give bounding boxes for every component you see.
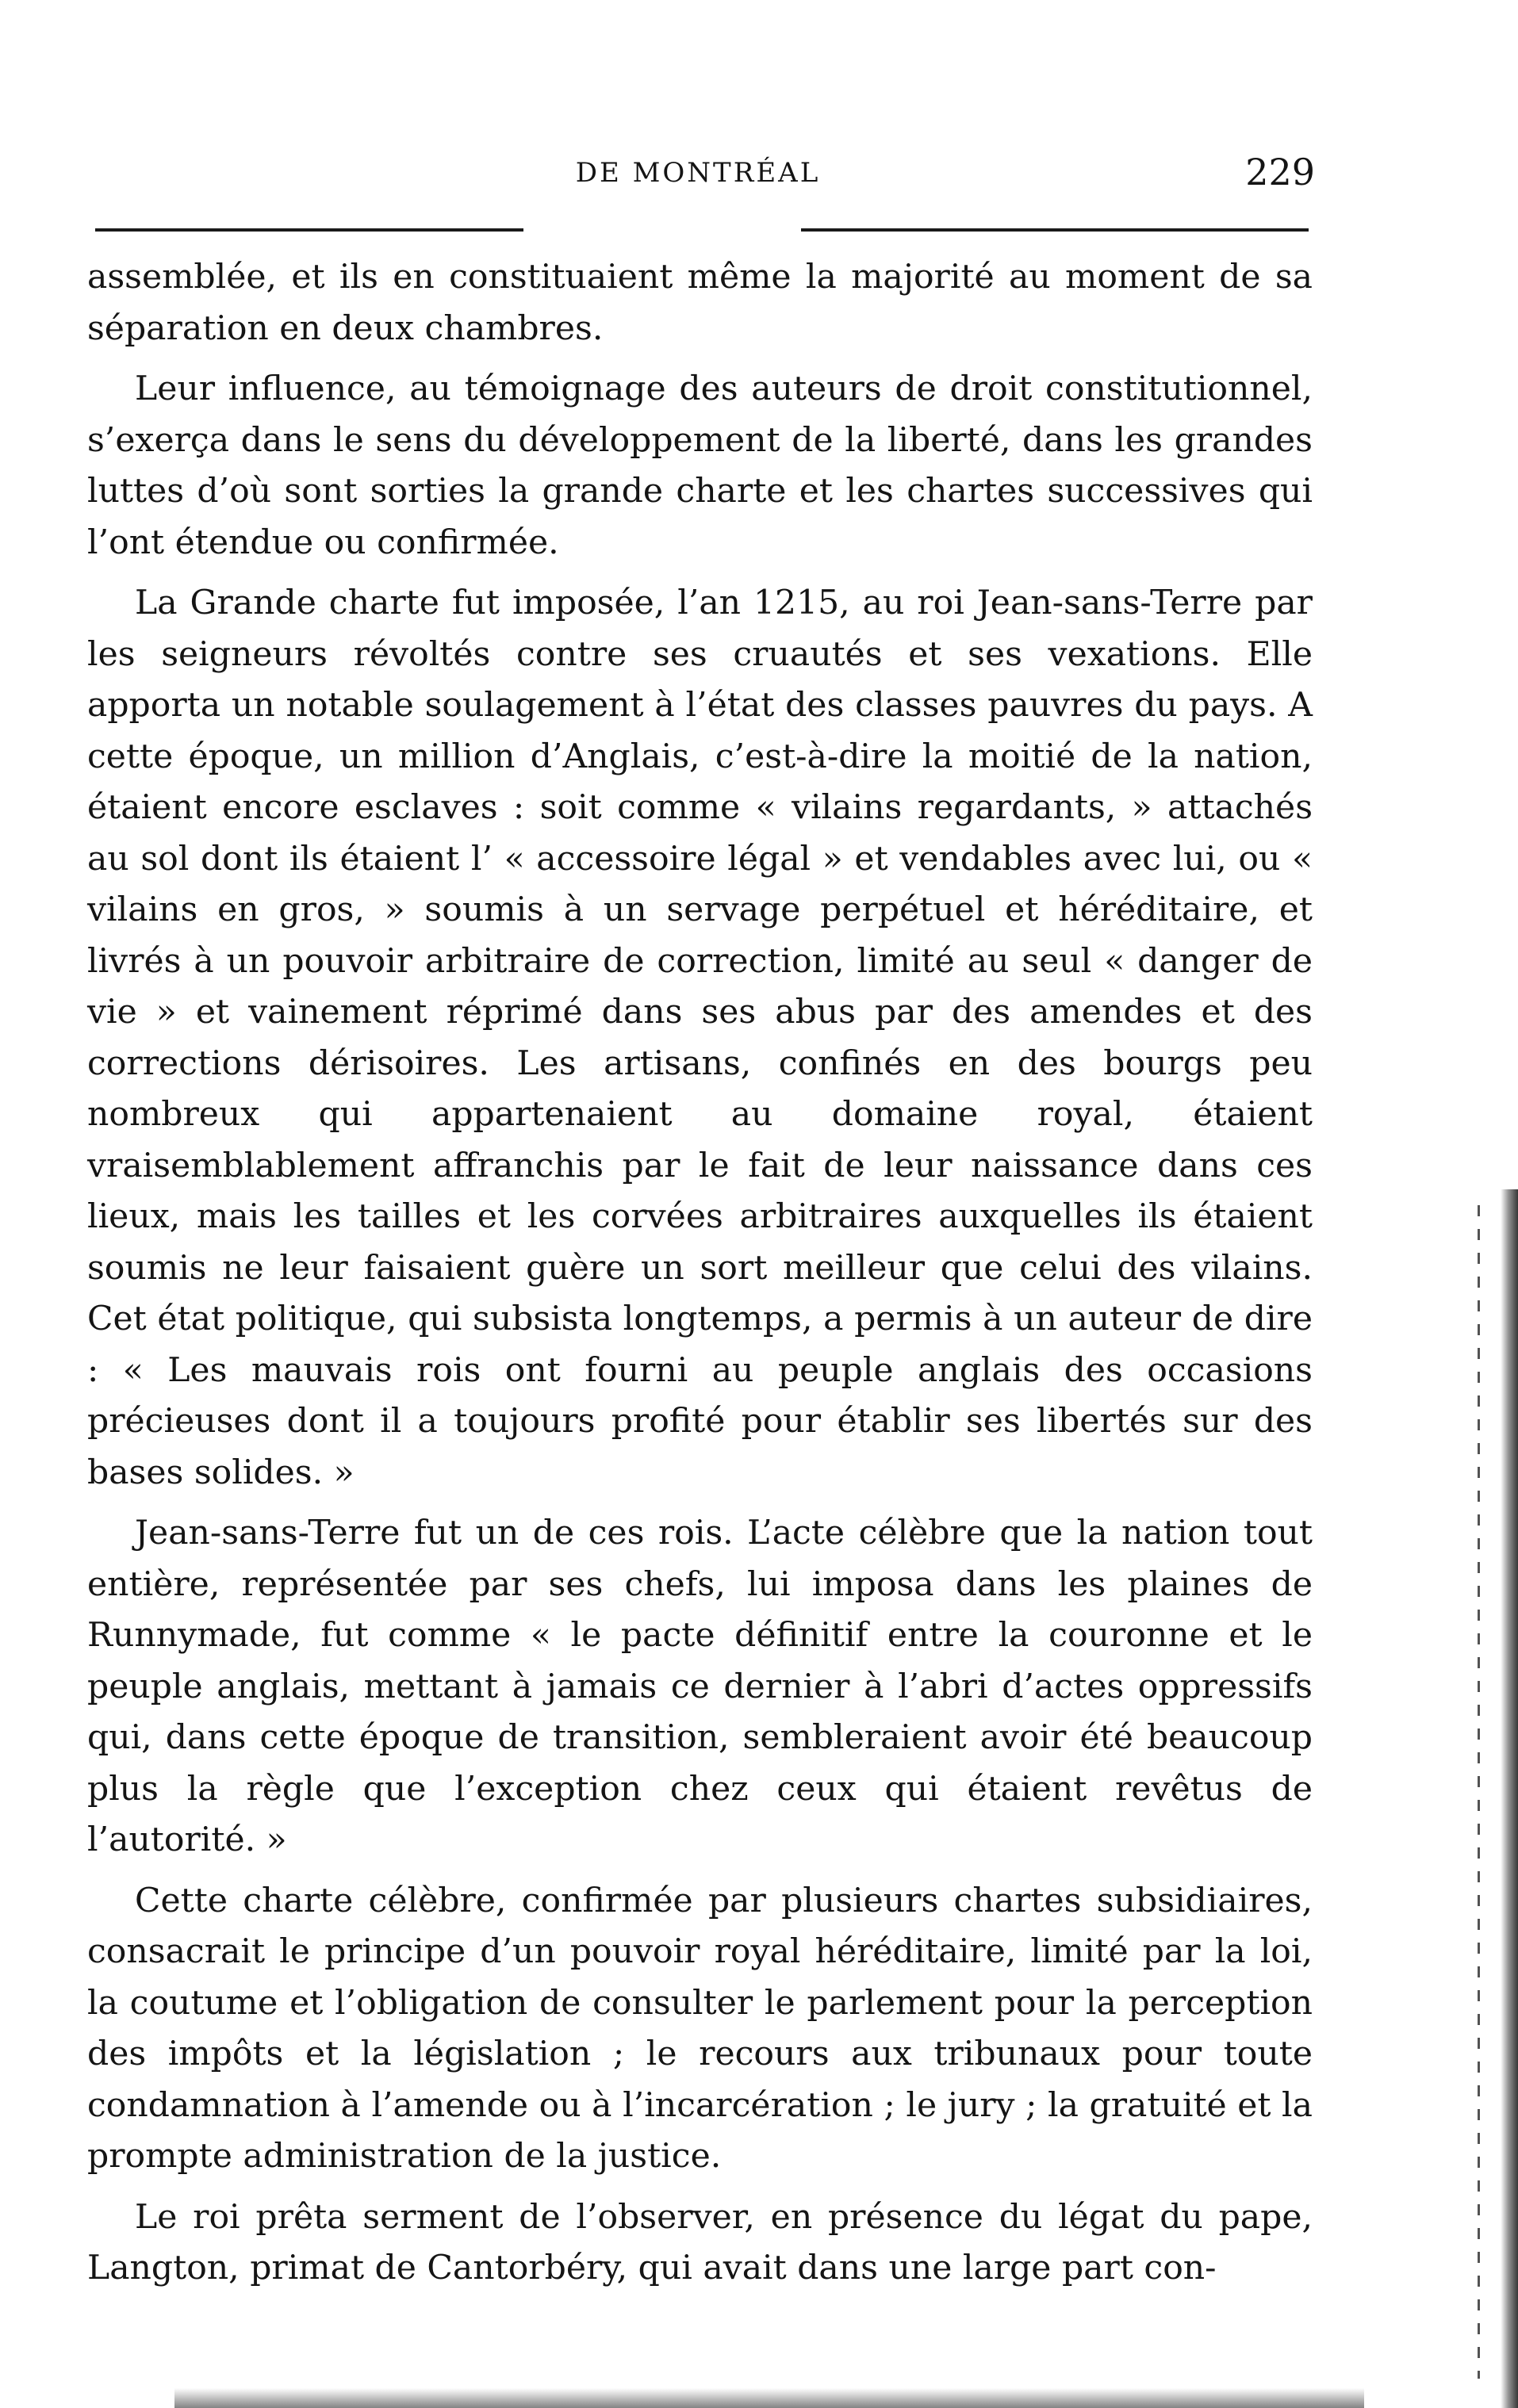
- paragraph-charte-celebre: Cette charte célèbre, confirmée par plusieurs chartes subsidiaires, consacrait le principe d’un pouvoir royal héréditaire, limité par la loi, la coutume et l’obligation de consulter le parlement pour la perception des impôts et la législation ; le recours aux tribunaux pour toute condamnation à l’amende ou à l’incarcération ; le jury ; la gratuité et la prompte administration de la justice.: [87, 1881, 1313, 2176]
- paragraph-grande-charte: La Grande charte fut imposée, l’an 1215, au roi Jean-sans-Terre par les seigneurs révoltés contre ses cruautés et ses vexations. Elle apporta un notable soulagement à l’état des classes pauvres du pays. A cette époque, un million d’Anglais, c’est-à-dire la moitié de la nation, étaient encore esclaves : soit comme « vilains regardants, » attachés au sol dont ils étaient l’ « accessoire légal » et vendables avec lui, ou « vilains en gros, » soumis à un servage perpétuel et héréditaire, et livrés à un pouvoir arbitraire de correction, limité au seul « danger de vie » et vainement réprimé dans ses abus par des amendes et des corrections dérisoires. Les artisans, confinés en des bourgs peu nombreux qui appartenaient au domaine royal, étaient vraisemblablement affranchis par le fait de leur naissance dans ces lieux, mais les tailles et les corvées arbitraires auxquelles ils étaient soumis ne leur faisaient guère un sort meilleur que celui des vilains. Cet état politique, qui subsista longtemps, a permis à un auteur de dire : « Les mauvais rois ont fourni au peuple anglais des occasions précieuses dont il a toujours profité pour établir ses libertés sur des bases solides. »: [87, 584, 1313, 1492]
- body-text: [87, 252, 1313, 2295]
- header-rule-right: [801, 228, 1309, 232]
- running-title: DE MONTRÉAL: [575, 157, 821, 189]
- header-rule-left: [95, 228, 523, 232]
- page-number: 229: [1245, 151, 1315, 193]
- paragraph-influence: Leur influence, au témoignage des auteurs de droit constitutionnel, s’exerça dans le sens du développement de la liberté, dans les grandes luttes d’où sont sorties la grande charte et les chartes successives qui l’ont étendue ou confirmée.: [87, 369, 1313, 562]
- scan-edge-line: [1478, 1205, 1480, 2379]
- paragraph-jean-sans-terre: Jean-sans-Terre fut un de ces rois. L’acte célèbre que la nation tout entière, représentée par ses chefs, lui imposa dans les plaines de Runnymade, fut comme « le pacte définitif entre la couronne et le peuple anglais, mettant à jamais ce dernier à l’abri d’actes oppressifs qui, dans cette époque de transition, sembleraient avoir été beaucoup plus la règle que l’exception chez ceux qui étaient revêtus de l’autorité. »: [87, 1514, 1313, 1859]
- scan-bottom-shadow: [174, 2388, 1364, 2408]
- paragraph-serment: Le roi prêta serment de l’observer, en présence du légat du pape, Langton, primat de Cantorbéry, qui avait dans une large part con-: [87, 2197, 1313, 2287]
- page-header: [87, 151, 1315, 198]
- paragraph-continuation: assemblée, et ils en constituaient même la majorité au moment de sa séparation en deux chambres.: [87, 258, 1313, 348]
- scan-edge-shadow: [1501, 1189, 1518, 2408]
